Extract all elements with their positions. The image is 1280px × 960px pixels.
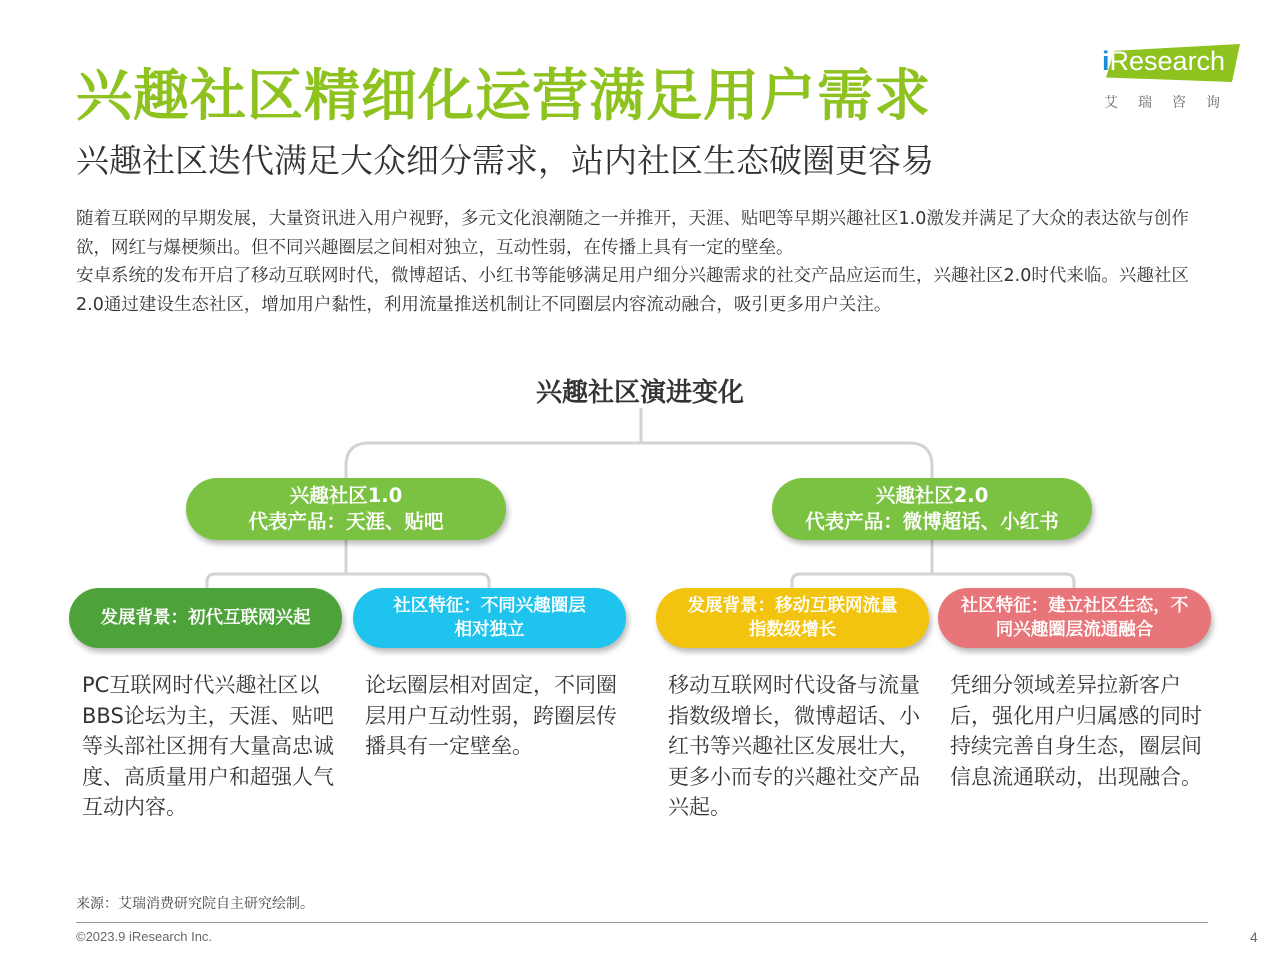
community-2-feature-label-line1: 社区特征：建立社区生态，不 <box>960 596 1189 616</box>
page-title: 兴趣社区精细化运营满足用户需求 <box>76 64 931 129</box>
page-subtitle: 兴趣社区迭代满足大众细分需求，站内社区生态破圈更容易 <box>76 141 934 180</box>
logo-i: i <box>1102 46 1110 76</box>
community-2-name: 兴趣社区2.0 <box>875 484 989 507</box>
connector-right-split <box>792 574 1074 588</box>
community-2-feature-label-line2: 同兴趣圈层流通融合 <box>995 620 1154 640</box>
connector-left-split <box>207 574 489 588</box>
community-2-products: 代表产品：微博超话、小红书 <box>805 510 1059 533</box>
community-1-background-pill <box>69 588 342 648</box>
community-1-products: 代表产品：天涯、贴吧 <box>248 510 444 533</box>
community-1-feature-pill <box>353 588 626 648</box>
community-1-feature-label-line1: 社区特征：不同兴趣圈层 <box>393 596 586 616</box>
community-2-background-description: 移动互联网时代设备与流量指数级增长，微博超话、小红书等兴趣社区发展壮大，更多小而专的兴趣社交产品兴起。 <box>668 673 920 819</box>
community-1-background-description: PC互联网时代兴趣社区以BBS论坛为主，天涯、贴吧等头部社区拥有大量高忠诚度、高质量用户和超强人气互动内容。 <box>82 673 334 819</box>
community-1-background-label: 发展背景：初代互联网兴起 <box>100 608 311 628</box>
community-2-feature-description: 凭细分领域差异拉新客户后，强化用户归属感的同时持续完善自身生态，圈层间信息流通联动，出现融合。 <box>950 673 1202 789</box>
community-2-background-label-line2: 指数级增长 <box>748 620 837 640</box>
logo-research: Research <box>1109 46 1226 76</box>
intro-paragraph-2: 安卓系统的发布开启了移动互联网时代，微博超话、小红书等能够满足用户细分兴趣需求的社交产品应运而生，兴趣社区2.0时代来临。兴趣社区2.0通过建设生态社区，增加用户黏性，利用流量推送机制让不同圈层内容流动融合，吸引更多用户关注。 <box>76 266 1189 315</box>
connector-top-branch <box>346 443 932 478</box>
page-number: 4 <box>1250 929 1258 945</box>
intro-paragraph-1: 随着互联网的早期发展，大量资讯进入用户视野，多元文化浪潮随之一并推开，天涯、贴吧等早期兴趣社区1.0激发并满足了大众的表达欲与创作欲，网红与爆梗频出。但不同兴趣圈层之间相对独立，互动性弱，在传播上具有一定的壁垒。 <box>76 209 1189 258</box>
community-2-pill <box>772 478 1092 540</box>
community-2-background-pill <box>656 588 929 648</box>
community-1-feature-description: 论坛圈层相对固定，不同圈层用户互动性弱，跨圈层传播具有一定壁垒。 <box>365 673 617 758</box>
community-2-background-label-line1: 发展背景：移动互联网流量 <box>687 596 898 616</box>
footer-divider <box>76 922 1208 923</box>
source-note: 来源：艾瑞消费研究院自主研究绘制。 <box>76 896 314 912</box>
community-1-name: 兴趣社区1.0 <box>289 484 403 507</box>
logo-cn-name: 艾瑞咨询 <box>1104 95 1240 111</box>
community-2-feature-pill <box>938 588 1211 648</box>
diagram-title: 兴趣社区演进变化 <box>535 378 744 408</box>
community-1-feature-label-line2: 相对独立 <box>454 620 525 640</box>
copyright: ©2023.9 iResearch Inc. <box>76 929 213 944</box>
community-1-pill <box>186 478 506 540</box>
